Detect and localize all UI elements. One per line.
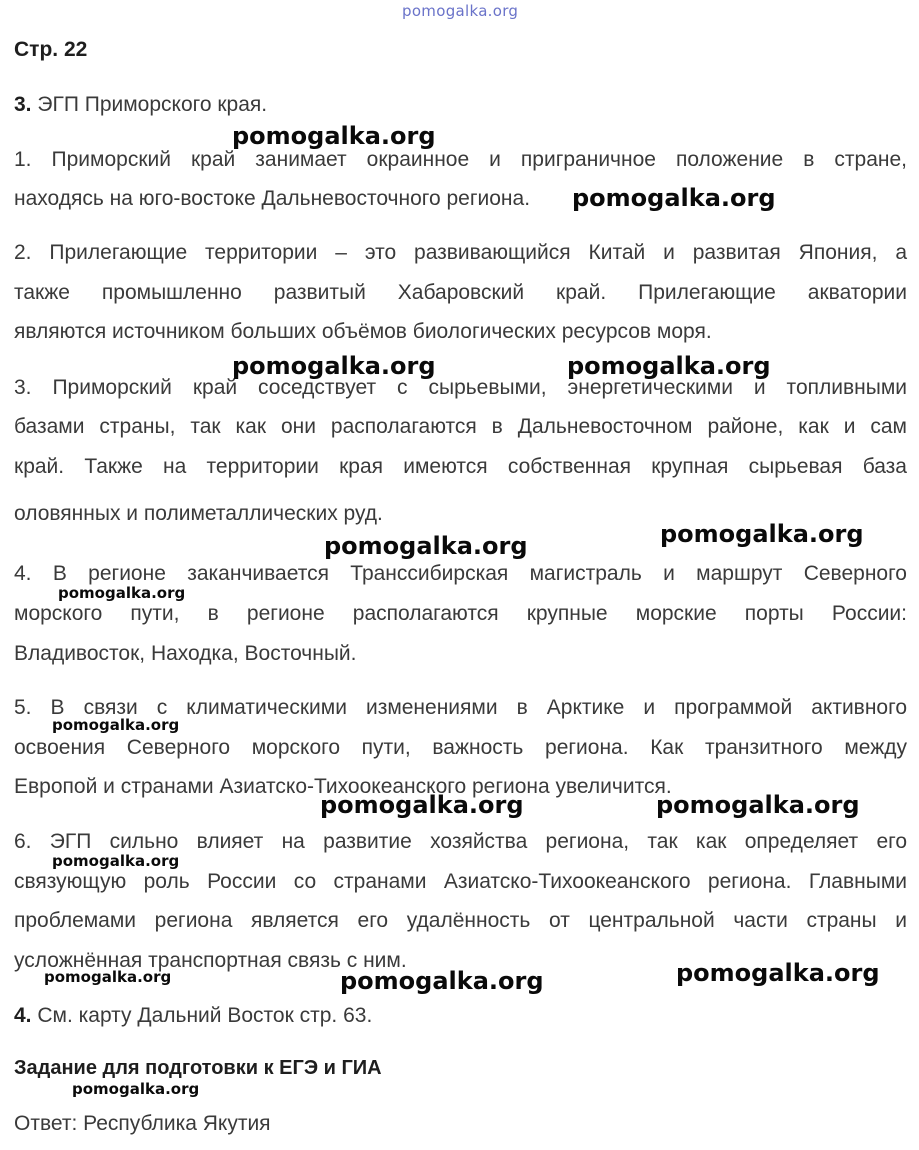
item-6-line-3: проблемами региона является его удалённость от центральной части страны и [14, 909, 907, 932]
watermark-text: pomogalka.org [52, 716, 180, 734]
task-3-title-text: ЭГП Приморского края. [31, 93, 268, 116]
watermark-text: pomogalka.org [656, 791, 860, 819]
item-5-line-2: освоения Северного морского пути, важность региона. Как транзитного между [14, 736, 907, 759]
item-6-line-4: усложнённая транспортная связь с ним. [14, 949, 407, 972]
task-3-title [14, 92, 267, 118]
task-4 [14, 1003, 372, 1029]
item-6-line-1: 6. ЭГП сильно влияет на развитие хозяйства региона, так как определяет его [14, 830, 907, 853]
watermark-text: pomogalka.org [320, 791, 524, 819]
watermark-text: pomogalka.org [52, 852, 180, 870]
item-3-line-4: оловянных и полиметаллических руд. [14, 502, 383, 525]
task-4-text: См. карту Дальний Восток стр. 63. [31, 1004, 373, 1027]
item-1-line-2: находясь на юго-востоке Дальневосточного региона. [14, 187, 531, 210]
task-4-number: 4. [14, 1004, 32, 1027]
watermark-text: pomogalka.org [44, 968, 172, 986]
watermark-text: pomogalka.org [660, 520, 864, 548]
item-2-line-2: также промышленно развитый Хабаровский край. Прилегающие акватории [14, 281, 907, 304]
item-2-line-1: 2. Прилегающие территории – это развивающийся Китай и развитая Япония, а [14, 241, 907, 264]
item-3-line-3: край. Также на территории края имеются собственная крупная сырьевая база [14, 455, 907, 478]
item-3-line-2: базами страны, так как они располагаются в Дальневосточном районе, как и сам [14, 415, 907, 438]
watermark-text: pomogalka.org [572, 184, 776, 212]
item-5-line-1: 5. В связи с климатическими изменениями в Арктике и программой активного [14, 696, 907, 719]
watermark-text: pomogalka.org [676, 959, 880, 987]
watermark-text: pomogalka.org [567, 352, 771, 380]
exam-section-heading: Задание для подготовки к ЕГЭ и ГИА [14, 1057, 382, 1079]
item-4-line-2: морского пути, в регионе располагаются крупные морские порты России: [14, 602, 907, 625]
watermark-text: pomogalka.org [232, 352, 436, 380]
watermark-top: pomogalka.org [402, 2, 519, 20]
item-6-line-2: связующую роль России со странами Азиатско-Тихоокеанского региона. Главными [14, 870, 907, 893]
watermark-text: pomogalka.org [72, 1080, 200, 1098]
page-heading: Стр. 22 [14, 38, 88, 61]
watermark-text: pomogalka.org [340, 967, 544, 995]
watermark-text: pomogalka.org [58, 584, 186, 602]
item-4-line-3: Владивосток, Находка, Восточный. [14, 642, 357, 665]
task-3-number: 3. [14, 93, 32, 116]
watermark-text: pomogalka.org [324, 532, 528, 560]
item-5-line-3: Европой и странами Азиатско-Тихоокеанского региона увеличится. [14, 775, 672, 798]
watermark-text: pomogalka.org [232, 122, 436, 150]
item-3-line-1: 3. Приморский край соседствует с сырьевыми, энергетическими и топливными [14, 376, 907, 399]
item-1-line-1: 1. Приморский край занимает окраинное и приграничное положение в стране, [14, 148, 907, 171]
exam-answer: Ответ: Республика Якутия [14, 1112, 271, 1135]
item-4-line-1: 4. В регионе заканчивается Транссибирская магистраль и маршрут Северного [14, 562, 907, 585]
item-2-line-3: являются источником больших объёмов биологических ресурсов моря. [14, 320, 712, 343]
